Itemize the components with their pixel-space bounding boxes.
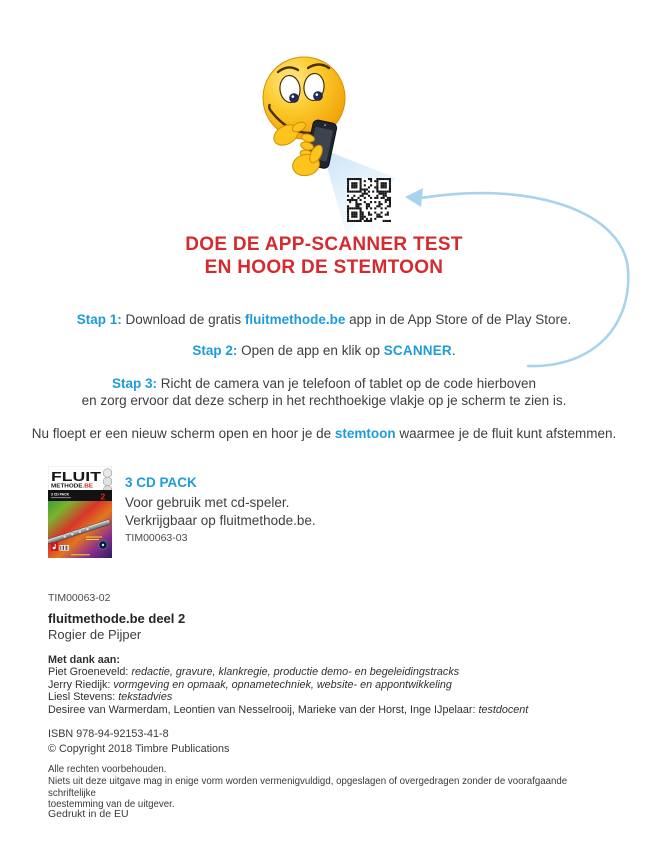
book-title: fluitmethode.be deel 2	[48, 611, 186, 626]
cd-pack-section	[48, 466, 316, 558]
credit-row: Piet Groeneveld: redactie, gravure, klankregie, productie demo- en begeleidingstracks	[48, 666, 460, 679]
cd-pack-info	[125, 466, 316, 558]
cover-brand2-suffix: .BE	[82, 483, 91, 490]
cd-pack-desc-1: Voor gebruik met cd-speler.	[125, 495, 290, 510]
stemtoon-highlight: stemtoon	[334, 425, 396, 441]
page-title-line1: DOE DE APP-SCANNER TEST	[185, 234, 463, 255]
step-1-label: Stap 1:	[76, 311, 122, 327]
emoji-eye-glint-right	[316, 93, 319, 96]
step-2-label: Stap 2:	[192, 342, 238, 358]
arrowhead-icon	[405, 188, 423, 207]
cd-pack-sku: TIM00063-03	[125, 532, 188, 544]
credit-row: Jerry Riedijk: vormgeving en opmaak, opnametechniek, website- en appontwikkeling	[48, 678, 452, 691]
svg-text:METHODE.BE	[51, 484, 94, 490]
step-3: Stap 3: Richt de camera van je telefoon of tablet op de code hierboven en zorg ervoor dat deze scherp in het rechthoekige vlakje op je scherm te zien is.	[81, 375, 567, 408]
emoji-pupil-right	[314, 92, 323, 101]
credits-label: Met dank aan:	[48, 654, 120, 666]
cd-pack-title: 3 CD PACK	[125, 475, 197, 490]
copyright: © Copyright 2018 Timbre Publications	[48, 742, 230, 755]
isbn: ISBN 978-94-92153-41-8	[48, 728, 169, 740]
scanner-label: SCANNER	[383, 342, 452, 358]
cover-brand2: METHODE	[51, 483, 76, 490]
printed-in: Gedrukt in de EU	[48, 808, 129, 820]
book-heading	[48, 611, 185, 642]
credit-row: Desiree van Warmerdam, Leontien van Nesselrooij, Marieke van der Horst, Inge IJpelaar: testdocent	[48, 703, 529, 716]
emoji-pupil-left	[290, 94, 299, 103]
credit-row: Liesl Stevens: tekstadvies	[48, 691, 173, 704]
step-2: Stap 2: Open de app en klik op SCANNER.	[192, 342, 456, 358]
step-1: Stap 1: Download de gratis fluitmethode.be app in de App Store of de Play Store.	[76, 311, 572, 327]
isbn-block	[48, 727, 229, 756]
rights-line: Niets uit deze uitgave mag in enige vorm worden vermenigvuldigd, opgeslagen of overgedragen zonder de voorafgaande schriftelijke	[48, 775, 568, 799]
app-name: fluitmethode.be	[244, 311, 346, 327]
cd-pack-desc-2: Verkrijgbaar op fluitmethode.be.	[125, 512, 316, 528]
qr-code	[347, 178, 391, 222]
rights-line: toestemming van de uitgever.	[48, 799, 175, 811]
barcode-icon	[60, 545, 70, 551]
cover-brand: FLUIT	[51, 469, 102, 484]
rights-block	[48, 764, 610, 811]
cd-pack-cover	[48, 466, 112, 558]
publisher-logo	[51, 542, 58, 551]
page-title-line2: EN HOOR DE STEMTOON	[204, 257, 444, 278]
credits-section	[48, 654, 528, 716]
book-author: Rogier de Pijper	[48, 626, 142, 642]
page-title	[0, 233, 648, 279]
step-3-label: Stap 3:	[111, 375, 157, 391]
cover-volume: 2	[100, 491, 106, 502]
cover-pack-label: 3 CD PACK	[51, 492, 70, 497]
tuning-note: Nu floept er een nieuw scherm open en hoor je de stemtoon waarmee je de fluit kunt afstemmen.	[31, 425, 617, 441]
rights-line: Alle rechten voorbehouden.	[48, 764, 167, 775]
emoji-eye-glint-left	[292, 95, 295, 98]
book-sku: TIM00063-02	[48, 592, 111, 604]
